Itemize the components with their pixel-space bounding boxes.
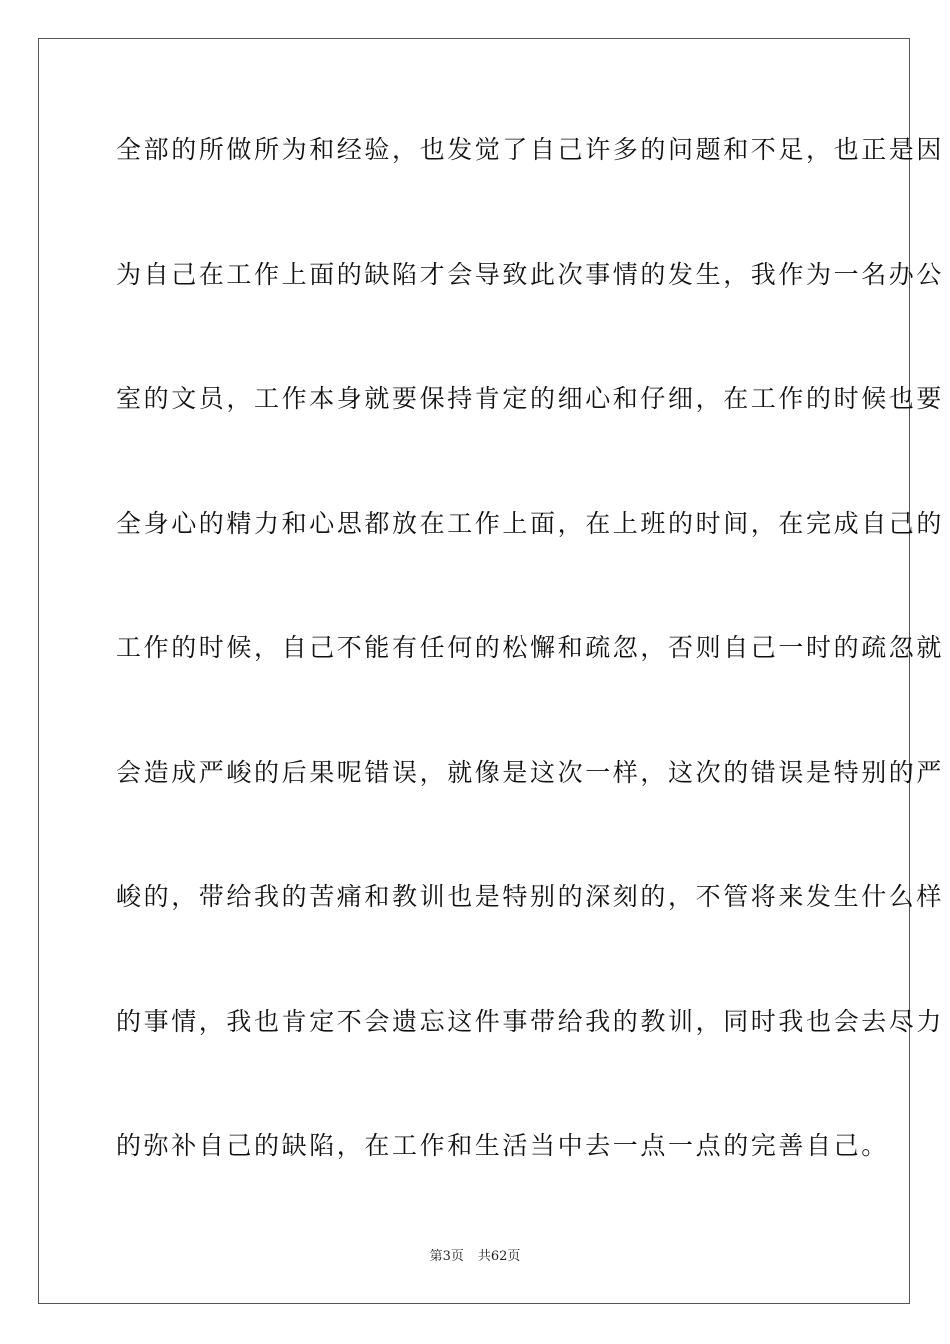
document-body [116, 125, 945, 1246]
text-line: 全部的所做所为和经验，也发觉了自己许多的问题和不足，也正是因 [116, 135, 945, 164]
text-line: 的事情，我也肯定不会遗忘这件事带给我的教训，同时我也会去尽力 [116, 1006, 945, 1036]
page-number: 第3页 [429, 1249, 464, 1264]
text-line: 为自己在工作上面的缺陷才会导致此次事情的发生，我作为一名办公 [116, 259, 945, 289]
text-line: 工作的时候，自己不能有任何的松懈和疏忽，否则自己一时的疏忽就 [116, 633, 945, 662]
text-line: 会造成严峻的后果呢错误，就像是这次一样，这次的错误是特别的严 [116, 757, 945, 787]
text-line: 全身心的精力和心思都放在工作上面，在上班的时间，在完成自己的 [116, 508, 945, 538]
text-line: 的弥补自己的缺陷，在工作和生活当中去一点一点的完善自己。 [116, 1131, 889, 1160]
text-line: 峻的，带给我的苦痛和教训也是特别的深刻的，不管将来发生什么样 [116, 882, 945, 911]
page-footer [0, 1249, 950, 1265]
text-line: 室的文员，工作本身就要保持肯定的细心和仔细，在工作的时候也要 [116, 384, 945, 413]
page-total: 共62页 [477, 1249, 521, 1264]
